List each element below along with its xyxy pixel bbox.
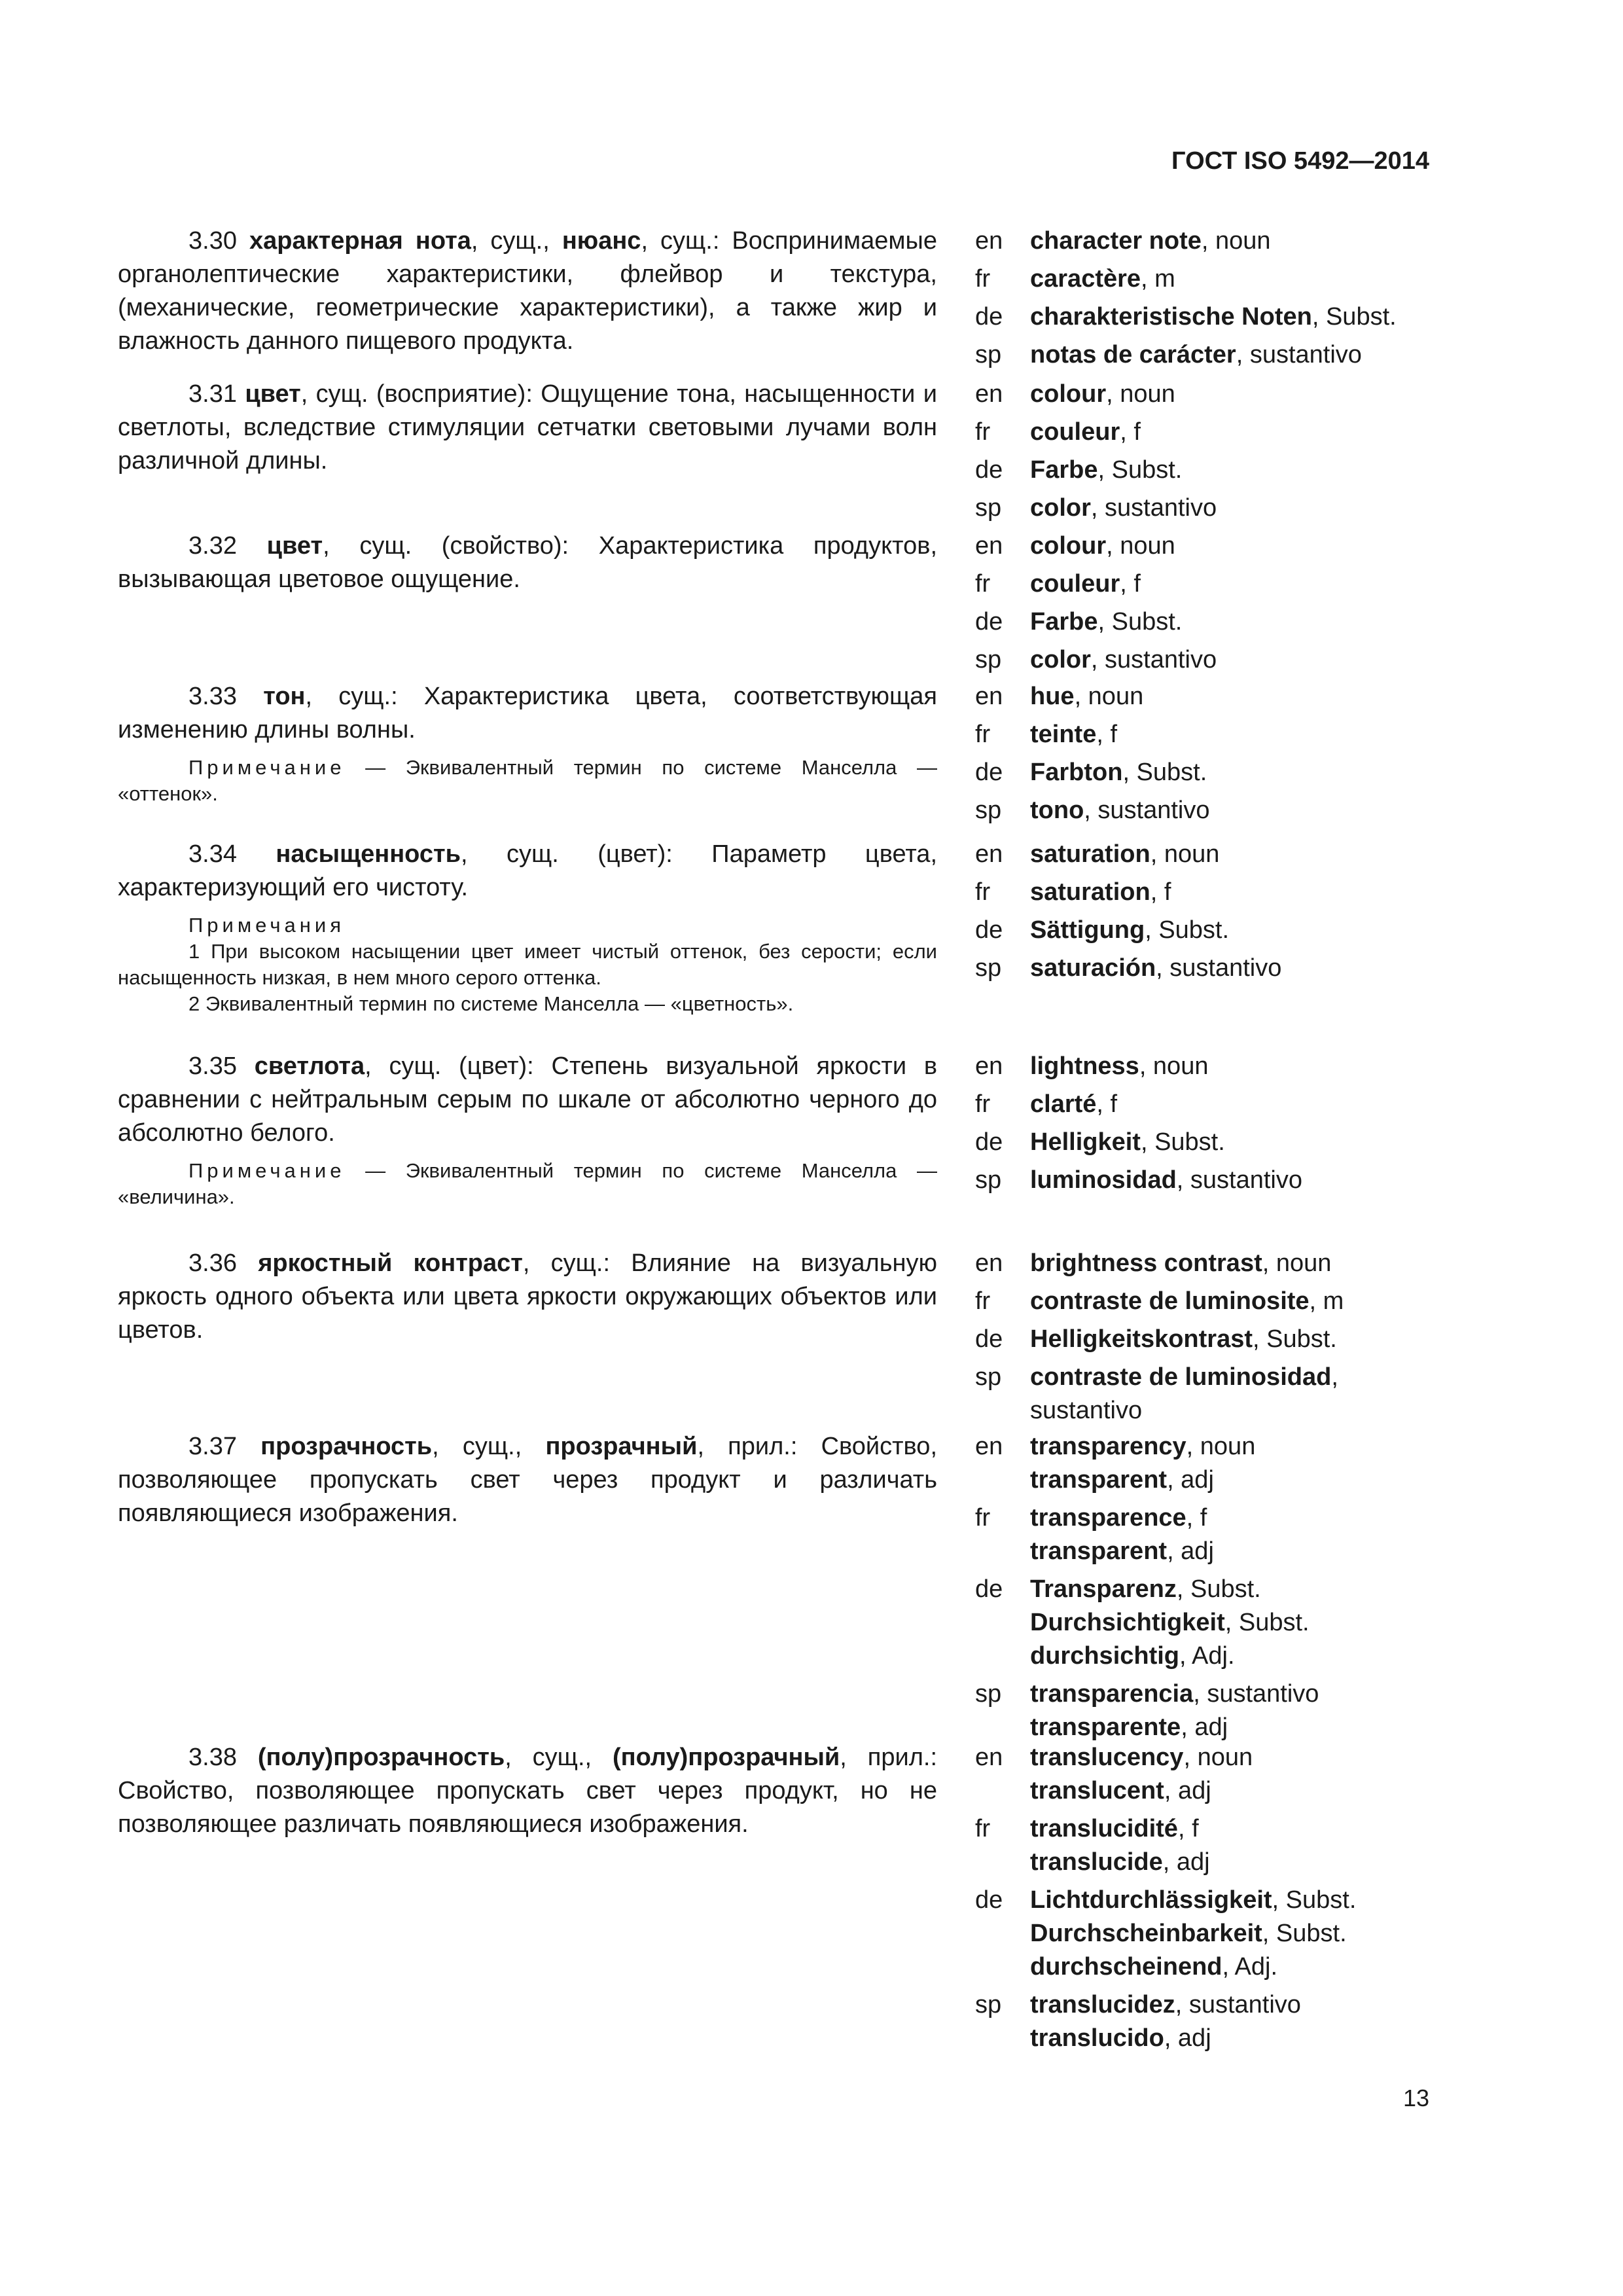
translation-term: saturation, f bbox=[1030, 878, 1171, 906]
term-number: 3.37 bbox=[188, 1433, 237, 1460]
translation-terms bbox=[1030, 567, 1499, 601]
translations bbox=[975, 378, 1499, 529]
language-code: en bbox=[975, 532, 1003, 560]
term-number: 3.31 bbox=[188, 380, 237, 408]
translation-term: translucide, adj bbox=[1030, 1848, 1210, 1876]
language-code: sp bbox=[975, 646, 1002, 673]
term-text: цвет, сущ. (восприятие): Ощущение тона, насыщенности и светлоты, вследствие стимуляции сетчатки световыми лучами волн различной длины. bbox=[118, 380, 937, 475]
term-text: (полу)прозрачность, сущ., (полу)прозрачный, прил.: Свойство, позволяющее пропускать свет через продукт, но не позволяющее различать появляющиеся изображения. bbox=[118, 1744, 938, 1838]
translation-row bbox=[975, 718, 1499, 751]
translation-term: Durchsichtigkeit, Subst. bbox=[1030, 1609, 1310, 1636]
translation-row bbox=[975, 262, 1499, 296]
translation-term: sustantivo bbox=[1030, 1397, 1143, 1424]
translation-row bbox=[975, 876, 1499, 909]
translation-row bbox=[975, 952, 1499, 985]
translation-term: color, sustantivo bbox=[1030, 494, 1217, 522]
translation-term: transparencia, sustantivo bbox=[1030, 1680, 1319, 1708]
translation-row bbox=[975, 914, 1499, 947]
translation-term: durchscheinend, Adj. bbox=[1030, 1953, 1277, 1981]
language-code: fr bbox=[975, 878, 991, 906]
translation-terms bbox=[1030, 876, 1499, 909]
translation-row bbox=[975, 454, 1499, 487]
note-body: — Эквивалентный термин по системе Манселла — «величина». bbox=[118, 1159, 937, 1208]
language-code: sp bbox=[975, 494, 1002, 522]
translation-term: caractère, m bbox=[1030, 265, 1175, 293]
page-number: 13 bbox=[1402, 2085, 1429, 2111]
translation-term: Transparenz, Subst. bbox=[1030, 1575, 1261, 1603]
language-code: fr bbox=[975, 418, 991, 446]
term-text: насыщенность, сущ. (цвет): Параметр цвета, характеризующий его чистоту. bbox=[118, 840, 938, 901]
translation-term: charakteristische Noten, Subst. bbox=[1030, 303, 1397, 331]
definition-text bbox=[118, 1430, 937, 1530]
term-definition bbox=[118, 1247, 937, 1347]
translation-term: transparent, adj bbox=[1030, 1537, 1214, 1565]
translation-terms bbox=[1030, 1088, 1499, 1121]
translation-term: couleur, f bbox=[1030, 418, 1141, 446]
translation-term: Helligkeit, Subst. bbox=[1030, 1128, 1225, 1156]
term-number: 3.36 bbox=[188, 1249, 237, 1277]
translation-terms bbox=[1030, 1126, 1499, 1159]
translation-term: contraste de luminosite, m bbox=[1030, 1287, 1344, 1315]
term-definition bbox=[118, 1430, 937, 1530]
translation-terms bbox=[1030, 1361, 1499, 1427]
definition-text bbox=[118, 838, 937, 905]
translation-row bbox=[975, 492, 1499, 525]
language-code: fr bbox=[975, 1504, 991, 1532]
translation-term: Lichtdurchlässigkeit, Subst. bbox=[1030, 1886, 1357, 1914]
note-item: 2 Эквивалентный термин по системе Манселла — «цветность». bbox=[188, 992, 794, 1015]
language-code: en bbox=[975, 1052, 1003, 1080]
translation-terms bbox=[1030, 1430, 1499, 1497]
term-number: 3.38 bbox=[188, 1744, 237, 1771]
term-number: 3.30 bbox=[188, 227, 237, 255]
language-code: fr bbox=[975, 721, 991, 748]
translation-terms bbox=[1030, 416, 1499, 449]
translation-terms bbox=[1030, 338, 1499, 372]
translation-term: tono, sustantivo bbox=[1030, 797, 1210, 824]
translation-row bbox=[975, 1050, 1499, 1083]
translation-terms bbox=[1030, 1323, 1499, 1356]
translations bbox=[975, 529, 1499, 681]
language-code: sp bbox=[975, 1991, 1002, 2018]
translation-row bbox=[975, 794, 1499, 827]
translation-row bbox=[975, 1988, 1499, 2055]
translation-term: couleur, f bbox=[1030, 570, 1141, 598]
translation-row bbox=[975, 416, 1499, 449]
translation-terms bbox=[1030, 529, 1499, 563]
translation-term: durchsichtig, Adj. bbox=[1030, 1642, 1235, 1670]
definition-text bbox=[118, 680, 937, 747]
translation-terms bbox=[1030, 1884, 1499, 1984]
note-body: — Эквивалентный термин по системе Манселла — «оттенок». bbox=[118, 756, 937, 805]
translation-terms bbox=[1030, 1285, 1499, 1318]
translation-terms bbox=[1030, 378, 1499, 411]
translation-terms bbox=[1030, 1573, 1499, 1673]
language-code: fr bbox=[975, 1090, 991, 1118]
language-code: fr bbox=[975, 265, 991, 293]
note-text bbox=[118, 755, 937, 807]
term-number: 3.33 bbox=[188, 683, 237, 710]
translation-terms bbox=[1030, 454, 1499, 487]
definition-text bbox=[118, 378, 937, 478]
definition-text bbox=[118, 224, 937, 358]
translation-row bbox=[975, 1884, 1499, 1984]
language-code: fr bbox=[975, 1287, 991, 1315]
language-code: en bbox=[975, 1249, 1003, 1277]
translation-row bbox=[975, 1126, 1499, 1159]
translation-term: translucency, noun bbox=[1030, 1744, 1253, 1771]
translation-terms bbox=[1030, 680, 1499, 713]
language-code: fr bbox=[975, 570, 991, 598]
definition-text bbox=[118, 1741, 937, 1841]
translation-row bbox=[975, 1361, 1499, 1427]
translations bbox=[975, 1247, 1499, 1432]
translation-term: lightness, noun bbox=[1030, 1052, 1209, 1080]
translation-terms bbox=[1030, 952, 1499, 985]
translation-term: transparent, adj bbox=[1030, 1466, 1214, 1494]
translation-term: teinte, f bbox=[1030, 721, 1118, 748]
language-code: en bbox=[975, 1433, 1003, 1460]
translation-term: Helligkeitskontrast, Subst. bbox=[1030, 1325, 1337, 1353]
translation-row bbox=[975, 838, 1499, 871]
translation-term: contraste de luminosidad, bbox=[1030, 1363, 1338, 1391]
translation-row bbox=[975, 1285, 1499, 1318]
term-note bbox=[118, 755, 937, 807]
term-note bbox=[118, 1158, 937, 1210]
translation-row bbox=[975, 224, 1499, 258]
translation-terms bbox=[1030, 1247, 1499, 1280]
translation-row bbox=[975, 1430, 1499, 1497]
translation-term: saturation, noun bbox=[1030, 840, 1220, 868]
translation-row bbox=[975, 529, 1499, 563]
language-code: fr bbox=[975, 1815, 991, 1842]
translation-terms bbox=[1030, 643, 1499, 677]
translation-term: Durchscheinbarkeit, Subst. bbox=[1030, 1920, 1347, 1947]
translation-row bbox=[975, 338, 1499, 372]
translation-terms bbox=[1030, 794, 1499, 827]
term-text: светлота, сущ. (цвет): Степень визуальной яркости в сравнении с нейтральным серым по шкале от абсолютно черного до абсолютно белого. bbox=[118, 1052, 938, 1147]
language-code: de bbox=[975, 916, 1003, 944]
translation-term: hue, noun bbox=[1030, 683, 1144, 710]
translation-term: colour, noun bbox=[1030, 532, 1175, 560]
term-definition bbox=[118, 838, 937, 1017]
language-code: en bbox=[975, 840, 1003, 868]
translation-row bbox=[975, 1501, 1499, 1568]
translation-term: luminosidad, sustantivo bbox=[1030, 1166, 1303, 1194]
translation-term: translucidité, f bbox=[1030, 1815, 1199, 1842]
translation-row bbox=[975, 1323, 1499, 1356]
translation-row bbox=[975, 1573, 1499, 1673]
note-label: Примечание bbox=[188, 756, 346, 779]
translation-terms bbox=[1030, 224, 1499, 258]
language-code: sp bbox=[975, 1680, 1002, 1708]
translation-term: saturación, sustantivo bbox=[1030, 954, 1282, 982]
language-code: sp bbox=[975, 1166, 1002, 1194]
translation-term: Farbe, Subst. bbox=[1030, 456, 1183, 484]
definition-text bbox=[118, 529, 937, 596]
term-text: цвет, сущ. (свойство): Характеристика продуктов, вызывающая цветовое ощущение. bbox=[118, 532, 938, 593]
term-text: характерная нота, сущ., нюанс, сущ.: Воспринимаемые органолептические характеристики, флейвор и текстура, (механические, геометрические характеристики), а также жир и влажность данного пищевого продукта. bbox=[118, 227, 937, 355]
translations bbox=[975, 838, 1499, 990]
translation-term: Farbton, Subst. bbox=[1030, 759, 1207, 786]
translation-terms bbox=[1030, 1501, 1499, 1568]
language-code: de bbox=[975, 1886, 1003, 1914]
term-definition bbox=[118, 529, 937, 596]
note-item: 1 При высоком насыщении цвет имеет чистый оттенок, без серости; если насыщенность низкая, в нем много серого оттенка. bbox=[118, 940, 937, 989]
language-code: de bbox=[975, 1128, 1003, 1156]
term-number: 3.32 bbox=[188, 532, 237, 560]
translation-row bbox=[975, 1812, 1499, 1879]
translations bbox=[975, 224, 1499, 376]
definition-text bbox=[118, 1247, 937, 1347]
note-label: Примечания bbox=[188, 914, 345, 937]
language-code: sp bbox=[975, 341, 1002, 368]
translation-terms bbox=[1030, 838, 1499, 871]
note-label: Примечание bbox=[188, 1159, 346, 1182]
translation-terms bbox=[1030, 1677, 1499, 1744]
document-header: ГОСТ ISO 5492—2014 bbox=[1171, 147, 1429, 175]
translation-term: transparence, f bbox=[1030, 1504, 1207, 1532]
translation-row bbox=[975, 378, 1499, 411]
language-code: en bbox=[975, 227, 1003, 255]
translation-row bbox=[975, 300, 1499, 334]
translation-term: clarté, f bbox=[1030, 1090, 1118, 1118]
translation-row bbox=[975, 605, 1499, 639]
translation-row bbox=[975, 1088, 1499, 1121]
translation-row bbox=[975, 756, 1499, 789]
translation-term: transparency, noun bbox=[1030, 1433, 1256, 1460]
translation-terms bbox=[1030, 914, 1499, 947]
translations bbox=[975, 680, 1499, 832]
translations bbox=[975, 1050, 1499, 1202]
language-code: de bbox=[975, 456, 1003, 484]
language-code: de bbox=[975, 759, 1003, 786]
term-number: 3.34 bbox=[188, 840, 237, 868]
definition-text bbox=[118, 1050, 937, 1150]
translation-row bbox=[975, 643, 1499, 677]
term-note bbox=[118, 912, 937, 1017]
translation-term: Farbe, Subst. bbox=[1030, 608, 1183, 636]
translation-terms bbox=[1030, 1812, 1499, 1879]
term-definition bbox=[118, 1741, 937, 1841]
translation-terms bbox=[1030, 756, 1499, 789]
term-definition bbox=[118, 378, 937, 478]
translation-terms bbox=[1030, 262, 1499, 296]
translation-term: translucent, adj bbox=[1030, 1777, 1211, 1804]
language-code: en bbox=[975, 683, 1003, 710]
translation-term: colour, noun bbox=[1030, 380, 1175, 408]
language-code: sp bbox=[975, 954, 1002, 982]
translation-term: translucidez, sustantivo bbox=[1030, 1991, 1301, 2018]
language-code: de bbox=[975, 303, 1003, 331]
language-code: de bbox=[975, 1575, 1003, 1603]
language-code: de bbox=[975, 1325, 1003, 1353]
term-definition bbox=[118, 224, 937, 358]
translation-term: brightness contrast, noun bbox=[1030, 1249, 1332, 1277]
term-text: тон, сущ.: Характеристика цвета, соответствующая изменению длины волны. bbox=[118, 683, 937, 744]
translation-row bbox=[975, 1741, 1499, 1808]
translation-terms bbox=[1030, 718, 1499, 751]
translation-term: character note, noun bbox=[1030, 227, 1271, 255]
term-text: прозрачность, сущ., прозрачный, прил.: Свойство, позволяющее пропускать свет через продукт и различать появляющиеся изображения. bbox=[118, 1433, 938, 1527]
translation-terms bbox=[1030, 605, 1499, 639]
translation-term: color, sustantivo bbox=[1030, 646, 1217, 673]
translation-terms bbox=[1030, 492, 1499, 525]
translation-row bbox=[975, 1164, 1499, 1197]
term-definition bbox=[118, 680, 937, 807]
translations bbox=[975, 1741, 1499, 2060]
translation-terms bbox=[1030, 1050, 1499, 1083]
language-code: en bbox=[975, 1744, 1003, 1771]
language-code: sp bbox=[975, 1363, 1002, 1391]
note-text bbox=[118, 1158, 937, 1210]
language-code: en bbox=[975, 380, 1003, 408]
translation-terms bbox=[1030, 1988, 1499, 2055]
language-code: de bbox=[975, 608, 1003, 636]
translation-terms bbox=[1030, 1164, 1499, 1197]
term-number: 3.35 bbox=[188, 1052, 237, 1080]
translation-row bbox=[975, 1677, 1499, 1744]
translation-terms bbox=[1030, 1741, 1499, 1808]
translation-term: notas de carácter, sustantivo bbox=[1030, 341, 1362, 368]
translation-terms bbox=[1030, 300, 1499, 334]
translation-row bbox=[975, 567, 1499, 601]
translation-term: Sättigung, Subst. bbox=[1030, 916, 1230, 944]
term-text: яркостный контраст, сущ.: Влияние на визуальную яркость одного объекта или цвета яркости окружающих объектов или цветов. bbox=[118, 1249, 938, 1344]
language-code: sp bbox=[975, 797, 1002, 824]
translation-row bbox=[975, 680, 1499, 713]
term-definition bbox=[118, 1050, 937, 1210]
translations bbox=[975, 1430, 1499, 1749]
translation-term: translucido, adj bbox=[1030, 2024, 1211, 2052]
translation-term: transparente, adj bbox=[1030, 1713, 1228, 1741]
translation-row bbox=[975, 1247, 1499, 1280]
